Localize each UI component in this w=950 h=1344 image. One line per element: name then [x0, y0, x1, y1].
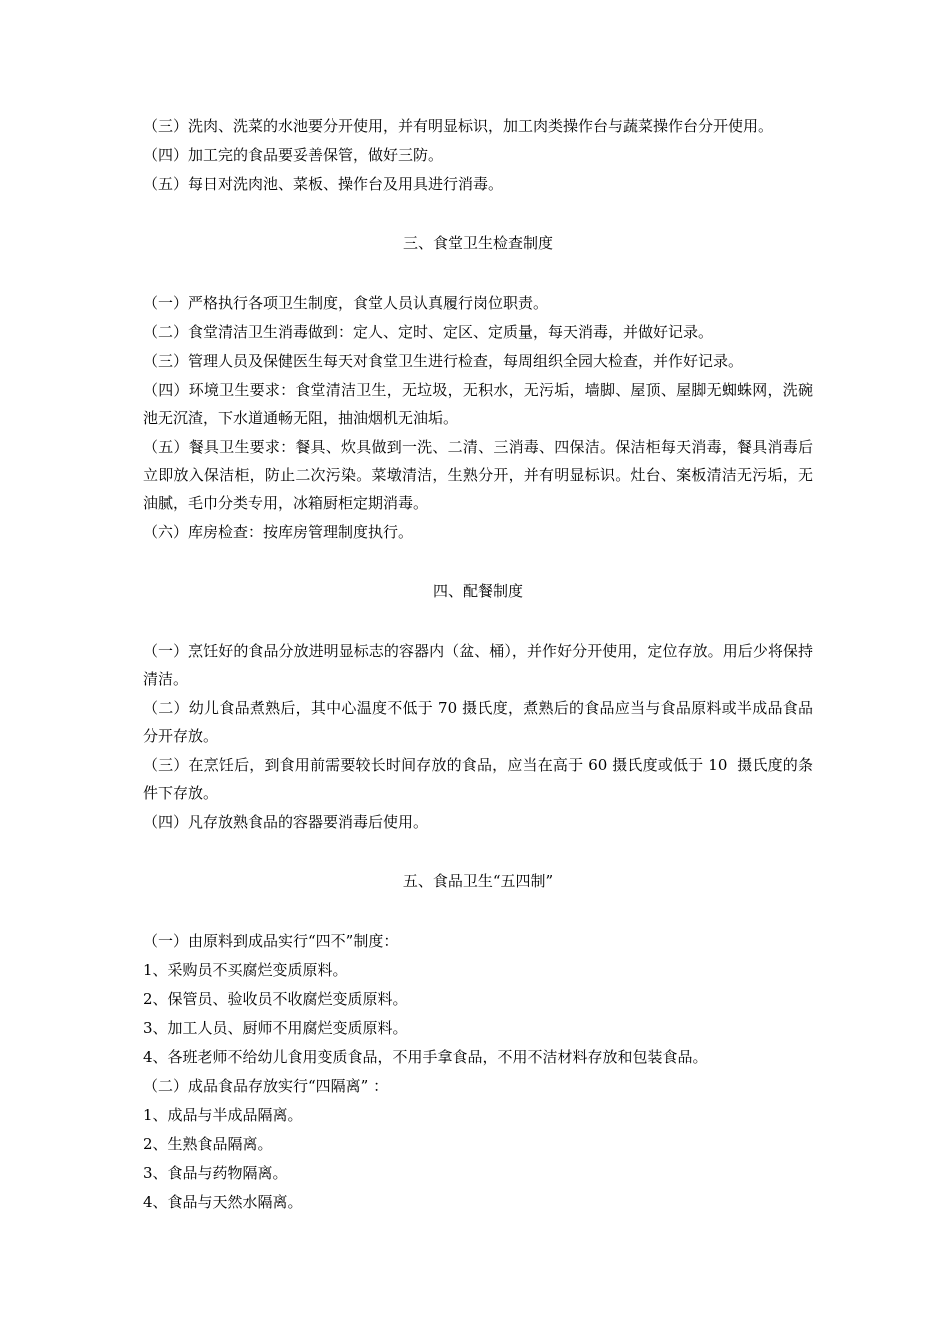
list-item: 2、保管员、验收员不收腐烂变质原料。 [143, 990, 408, 1008]
list-item: 2、生熟食品隔离。 [143, 1135, 273, 1153]
intro-paragraph: （三）洗肉、洗菜的水池要分开使用，并有明显标识，加工肉类操作台与蔬菜操作台分开使用。 [143, 117, 774, 135]
section-paragraph: （一）严格执行各项卫生制度，食堂人员认真履行岗位职责。 [143, 294, 549, 312]
section-title: 五、食品卫生“五四制” [402, 872, 554, 890]
section-paragraph: （二）幼儿食品煮熟后，其中心温度不低于 70 摄氏度，煮熟后的食品应当与食品原料或半成品食品分开存放。 [143, 699, 813, 745]
intro-section [143, 112, 813, 198]
section-paragraph: （五）餐具卫生要求：餐具、炊具做到一洗、二清、三消毒、四保洁。保洁柜每天消毒，餐具消毒后立即放入保洁柜，防止二次污染。菜墩清洁，生熟分开，并有明显标识。灶台、案板清洁无污垢，无油腻，毛巾分类专用，冰箱厨柜定期消毒。 [143, 438, 813, 512]
list-item: 1、采购员不买腐烂变质原料。 [143, 961, 348, 979]
section-paragraph: （四）环境卫生要求：食堂清洁卫生，无垃圾，无积水，无污垢，墙脚、屋顶、屋脚无蜘蛛网，洗碗池无沉渣，下水道通畅无阻，抽油烟机无油垢。 [143, 381, 813, 427]
section-title: 三、食堂卫生检查制度 [402, 234, 553, 252]
list-item: 4、各班老师不给幼儿食用变质食品，不用手拿食品，不用不洁材料存放和包装食品。 [143, 1048, 708, 1066]
section-canteen-hygiene-inspection [143, 199, 813, 546]
list-item: 3、食品与药物隔离。 [143, 1164, 288, 1182]
section-meal-distribution [143, 547, 813, 836]
section-title: 四、配餐制度 [432, 582, 523, 600]
list-item: 1、成品与半成品隔离。 [143, 1106, 303, 1124]
section-paragraph: （一）由原料到成品实行“四不”制度： [143, 932, 399, 950]
section-paragraph: （二）食堂清洁卫生消毒做到：定人、定时、定区、定质量，每天消毒，并做好记录。 [143, 323, 714, 341]
section-food-hygiene-five-four [143, 837, 813, 1216]
document-page [143, 112, 813, 1217]
section-paragraph: （三）在烹饪后，到食用前需要较长时间存放的食品，应当在高于 60 摄氏度或低于 10 摄氏度的条件下存放。 [143, 756, 813, 802]
section-paragraph: （四）凡存放熟食品的容器要消毒后使用。 [143, 813, 429, 831]
section-paragraph: （一）烹饪好的食品分放进明显标志的容器内（盆、桶），并作好分开使用，定位存放。用后少将保持清洁。 [143, 642, 813, 688]
intro-paragraph: （四）加工完的食品要妥善保管，做好三防。 [143, 146, 444, 164]
section-paragraph: （六）库房检查：按库房管理制度执行。 [143, 523, 414, 541]
list-item: 4、食品与天然水隔离。 [143, 1193, 303, 1211]
section-paragraph: （三）管理人员及保健医生每天对食堂卫生进行检查，每周组织全园大检查，并作好记录。 [143, 352, 744, 370]
intro-paragraph: （五）每日对洗肉池、菜板、操作台及用具进行消毒。 [143, 175, 504, 193]
section-paragraph: （二）成品食品存放实行“四隔离” ： [143, 1077, 389, 1095]
list-item: 3、加工人员、厨师不用腐烂变质原料。 [143, 1019, 408, 1037]
